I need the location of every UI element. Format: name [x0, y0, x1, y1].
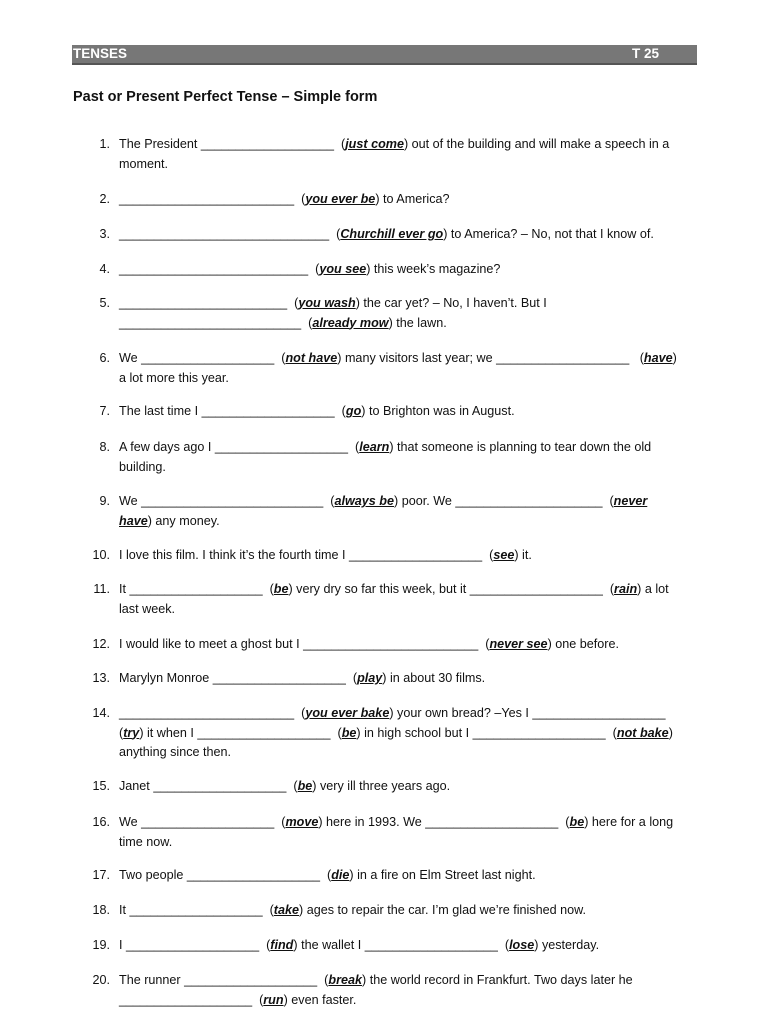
verb-cue: lose	[509, 938, 535, 952]
item-segment: (	[317, 973, 329, 987]
item-line	[119, 743, 699, 763]
answer-blank[interactable]: _________________________	[119, 192, 295, 206]
page-title: Past or Present Perfect Tense – Simple form	[73, 89, 378, 105]
item-text	[119, 813, 699, 852]
header-topic: TENSES	[73, 46, 128, 61]
item-segment: ) even faster.	[283, 992, 357, 1007]
item-line	[119, 190, 699, 210]
answer-blank[interactable]: _____________________	[455, 494, 603, 508]
item-segment: (	[497, 938, 510, 952]
verb-cue: find	[270, 938, 294, 952]
item-number: 18.	[92, 903, 110, 917]
item-segment: ) the lawn.	[388, 315, 447, 330]
item-line	[119, 971, 699, 991]
verb-cue: you see	[319, 262, 367, 276]
item-segment: (	[348, 440, 360, 454]
answer-blank[interactable]: ___________________________	[119, 262, 309, 276]
verb-cue: be	[341, 725, 357, 740]
answer-blank[interactable]: ___________________	[364, 938, 498, 952]
item-segment: ) in about 30 films.	[382, 671, 486, 685]
item-line	[119, 669, 699, 689]
verb-cue: run	[263, 992, 284, 1007]
item-segment: (	[274, 351, 286, 365]
item-segment: The runner	[119, 973, 185, 987]
item-segment: ) many visitors last year; we	[337, 351, 497, 365]
answer-blank[interactable]: __________________________	[119, 315, 302, 330]
item-segment: (	[329, 227, 341, 241]
item-segment: I would like to meet a ghost but I	[119, 637, 304, 651]
item-number: 4.	[99, 262, 110, 276]
item-line	[119, 901, 699, 921]
answer-blank[interactable]: ___________________	[126, 938, 260, 952]
item-segment: )	[672, 351, 677, 365]
answer-blank[interactable]: ___________________	[349, 548, 483, 562]
answer-blank[interactable]: ___________________	[472, 725, 606, 740]
item-number: 8.	[99, 440, 110, 454]
item-text	[119, 135, 699, 174]
item-segment: ) the world record in Frankfurt. Two days later he	[362, 973, 633, 987]
item-segment: (	[605, 725, 617, 740]
answer-blank[interactable]: ________________________	[119, 296, 288, 310]
verb-cue: never	[613, 494, 648, 508]
item-segment: (	[119, 725, 124, 740]
item-number: 17.	[92, 868, 110, 882]
item-segment: (	[294, 706, 306, 720]
item-segment: ) one before.	[547, 637, 619, 651]
item-line	[119, 349, 699, 369]
item-segment: (	[262, 903, 274, 917]
item-text	[119, 349, 699, 388]
item-segment: ) very dry so far this week, but it	[288, 582, 470, 596]
item-segment: a lot more this year.	[119, 370, 229, 385]
item-segment: A few days ago I	[119, 440, 215, 454]
item-text	[119, 936, 699, 956]
verb-cue: already mow	[312, 315, 389, 330]
item-segment: ) it when I	[139, 725, 198, 740]
item-segment: Marylyn Monroe	[119, 671, 213, 685]
verb-cue: have	[643, 351, 673, 365]
answer-blank[interactable]: ___________________	[141, 815, 275, 829]
answer-blank[interactable]: ___________________	[141, 351, 275, 365]
item-segment: I	[119, 938, 126, 952]
item-segment: We	[119, 494, 142, 508]
item-line	[119, 294, 699, 314]
item-segment: (	[478, 637, 490, 651]
item-segment: (	[333, 137, 346, 151]
header-code: T 25	[631, 46, 659, 61]
item-segment: The last time I	[119, 404, 202, 418]
item-line	[119, 458, 699, 478]
answer-blank[interactable]: _________________________	[119, 706, 295, 720]
item-number: 6.	[99, 351, 110, 365]
item-line	[119, 813, 699, 833]
item-text	[119, 635, 699, 655]
item-line	[119, 402, 699, 422]
item-line	[119, 512, 699, 532]
verb-cue: see	[493, 548, 515, 562]
item-line	[119, 600, 699, 620]
item-segment: (	[602, 582, 615, 596]
item-segment: (	[294, 192, 306, 206]
item-segment: (	[308, 262, 320, 276]
item-number: 2.	[99, 192, 110, 206]
item-number: 1.	[99, 137, 110, 151]
verb-cue: not have	[285, 351, 338, 365]
verb-cue: just come	[345, 137, 404, 151]
item-text	[119, 777, 699, 797]
item-segment: ) poor. We	[394, 494, 456, 508]
item-line	[119, 704, 699, 724]
item-segment: ) the car yet? – No, I haven’t. But I	[355, 296, 547, 310]
item-line	[119, 225, 699, 245]
item-text	[119, 704, 699, 763]
item-line	[119, 135, 699, 155]
verb-cue: take	[273, 903, 299, 917]
item-number: 7.	[99, 404, 110, 418]
item-number: 5.	[99, 296, 110, 310]
item-segment: ) here for a long	[584, 815, 674, 829]
item-text	[119, 971, 699, 1010]
answer-blank[interactable]: ___________________	[212, 671, 346, 685]
verb-cue: you ever be	[305, 192, 376, 206]
answer-blank[interactable]: ___________________	[200, 137, 334, 151]
item-segment: (	[301, 315, 313, 330]
verb-cue: not bake	[616, 725, 669, 740]
item-segment: It	[119, 903, 130, 917]
item-segment: ) it.	[514, 548, 532, 562]
item-number: 20.	[92, 973, 110, 987]
item-line	[119, 260, 699, 280]
item-text	[119, 580, 699, 619]
answer-blank[interactable]: ___________________	[496, 351, 630, 365]
item-text	[119, 492, 699, 531]
item-line	[119, 155, 699, 175]
item-text	[119, 294, 699, 333]
verb-cue: be	[273, 582, 289, 596]
item-segment: (	[274, 815, 286, 829]
item-segment: (	[629, 351, 644, 365]
item-segment: Two people	[119, 868, 187, 882]
item-line	[119, 369, 699, 389]
item-number: 9.	[99, 494, 110, 508]
item-segment: (	[345, 671, 358, 685]
verb-cue: try	[123, 725, 140, 740]
item-segment: ) that someone is planning to tear down the old	[389, 440, 652, 454]
item-line	[119, 866, 699, 886]
item-segment: ) ages to repair the car. I’m glad we’re finished now.	[299, 903, 587, 917]
item-line	[119, 991, 699, 1011]
item-segment: ) any money.	[147, 513, 220, 528]
item-text	[119, 438, 699, 477]
answer-blank[interactable]: ___________________	[469, 582, 603, 596]
answer-blank[interactable]: ______________________________	[119, 227, 330, 241]
verb-cue: move	[285, 815, 319, 829]
item-segment: ) very ill three years ago.	[312, 779, 451, 793]
verb-cue: be	[569, 815, 585, 829]
item-segment: (	[252, 992, 264, 1007]
item-segment: ) the wallet I	[293, 938, 365, 952]
verb-cue: go	[345, 404, 362, 418]
item-segment: ) here in 1993. We	[318, 815, 426, 829]
verb-cue: rain	[614, 582, 638, 596]
item-line	[119, 492, 699, 512]
item-line	[119, 833, 699, 853]
answer-blank[interactable]: ___________________	[153, 779, 287, 793]
item-text	[119, 866, 699, 886]
item-segment: ) to America? – No, not that I know of.	[443, 227, 654, 241]
item-segment: (	[262, 582, 274, 596]
answer-blank[interactable]: ___________________	[201, 404, 335, 418]
item-number: 13.	[92, 671, 110, 685]
item-segment: It	[119, 582, 130, 596]
verb-cue: break	[328, 973, 362, 987]
item-number: 12.	[92, 637, 110, 651]
item-segment: (	[558, 815, 570, 829]
item-line	[119, 777, 699, 797]
item-text	[119, 260, 699, 280]
item-segment: (	[602, 494, 614, 508]
item-text	[119, 901, 699, 921]
item-segment: (	[323, 494, 335, 508]
item-number: 14.	[92, 706, 110, 720]
answer-blank[interactable]: ___________________	[129, 582, 263, 596]
header-bar	[72, 45, 697, 65]
item-segment: ) yesterday.	[534, 938, 600, 952]
item-segment: ) a lot	[637, 582, 669, 596]
answer-blank[interactable]: ___________________	[129, 903, 263, 917]
item-number: 16.	[92, 815, 110, 829]
item-segment: )	[668, 725, 673, 740]
item-segment: building.	[119, 459, 166, 474]
item-text	[119, 190, 699, 210]
item-segment: Janet	[119, 779, 154, 793]
item-line	[119, 314, 699, 334]
item-segment: time now.	[119, 834, 173, 849]
item-segment: (	[287, 296, 299, 310]
answer-blank[interactable]: ___________________	[184, 973, 318, 987]
item-segment: last week.	[119, 601, 175, 616]
item-segment: (	[286, 779, 298, 793]
verb-cue: you ever bake	[305, 706, 390, 720]
item-segment: ) this week’s magazine?	[366, 262, 501, 276]
item-segment: ) in high school but I	[356, 725, 473, 740]
verb-cue: die	[331, 868, 350, 882]
verb-cue: never see	[489, 637, 548, 651]
answer-blank[interactable]: ___________________	[532, 706, 666, 720]
verb-cue: you wash	[298, 296, 356, 310]
item-text	[119, 225, 699, 245]
item-line	[119, 635, 699, 655]
item-segment: (	[334, 404, 346, 418]
item-segment: The President	[119, 137, 201, 151]
item-number: 19.	[92, 938, 110, 952]
item-number: 11.	[93, 582, 110, 596]
item-number: 10.	[92, 548, 110, 562]
item-segment: We	[119, 815, 142, 829]
answer-blank[interactable]: ___________________	[197, 725, 331, 740]
answer-blank[interactable]: _________________________	[303, 637, 479, 651]
item-text	[119, 669, 699, 689]
item-line	[119, 580, 699, 600]
item-segment: We	[119, 351, 142, 365]
item-text	[119, 402, 699, 422]
item-line	[119, 438, 699, 458]
verb-cue: always be	[334, 494, 394, 508]
item-number: 15.	[92, 779, 110, 793]
item-line	[119, 936, 699, 956]
item-segment: I love this film. I think it’s the fourth time I	[119, 548, 350, 562]
item-segment: (	[320, 868, 332, 882]
item-line	[119, 546, 699, 566]
item-segment: (	[330, 725, 342, 740]
verb-cue: learn	[359, 440, 390, 454]
answer-blank[interactable]: ___________________	[425, 815, 559, 829]
verb-cue: be	[297, 779, 313, 793]
item-segment: ) in a fire on Elm Street last night.	[349, 868, 536, 882]
answer-blank[interactable]: __________________________	[141, 494, 324, 508]
item-segment: ) to America?	[375, 192, 450, 206]
item-segment: moment.	[119, 156, 168, 171]
item-segment: (	[482, 548, 494, 562]
verb-cue: Churchill ever go	[340, 227, 444, 241]
item-segment: ) your own bread? –Yes I	[389, 706, 533, 720]
answer-blank[interactable]: ___________________	[214, 440, 348, 454]
item-segment: ) out of the building and will make a speech in a	[403, 137, 670, 151]
item-segment: (	[259, 938, 271, 952]
verb-cue: play	[357, 671, 383, 685]
item-segment: anything since then.	[119, 745, 232, 759]
answer-blank[interactable]: ___________________	[119, 992, 253, 1007]
item-number: 3.	[99, 227, 110, 241]
answer-blank[interactable]: ___________________	[186, 868, 320, 882]
item-segment: ) to Brighton was in August.	[361, 404, 515, 418]
item-text	[119, 546, 699, 566]
item-line	[119, 724, 699, 744]
verb-cue: have	[119, 513, 148, 528]
